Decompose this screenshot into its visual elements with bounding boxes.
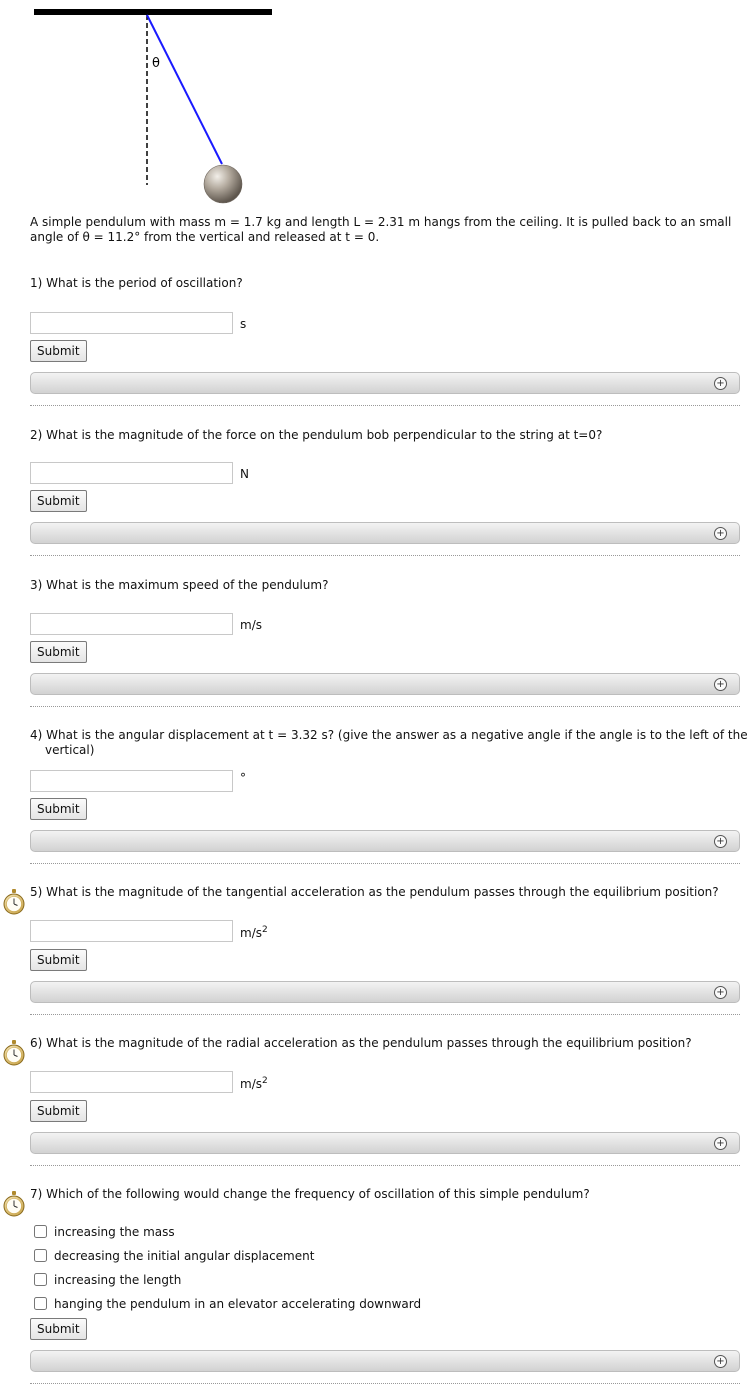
theta-label: θ xyxy=(152,56,160,71)
question-6-unit xyxy=(240,1076,268,1091)
question-2-answer-input[interactable] xyxy=(30,462,233,484)
pendulum-diagram xyxy=(0,0,300,210)
question-4-unit: ° xyxy=(240,771,246,785)
separator xyxy=(30,555,740,556)
question-3-answer-input[interactable] xyxy=(30,613,233,635)
expand-icon[interactable]: + xyxy=(714,835,727,848)
separator xyxy=(30,405,740,406)
question-3-submit-button[interactable]: Submit xyxy=(30,641,87,663)
question-2-submit-button[interactable]: Submit xyxy=(30,490,87,512)
question-1-hint-bar[interactable] xyxy=(30,372,740,394)
choice-1-label: increasing the mass xyxy=(54,1225,175,1239)
choice-4-label: hanging the pendulum in an elevator accelerating downward xyxy=(54,1297,422,1311)
expand-icon[interactable]: + xyxy=(714,527,727,540)
question-4-text: 4) What is the angular displacement at t = 3.32 s? (give the answer as a negative angle if the angle is to the left of the vertical) xyxy=(30,728,748,757)
question-6-submit-button[interactable]: Submit xyxy=(30,1100,87,1122)
choice-2-label: decreasing the initial angular displacement xyxy=(54,1249,315,1263)
question-2-unit: N xyxy=(240,467,249,481)
unit-base: m/s xyxy=(240,926,262,940)
question-1-answer-input[interactable] xyxy=(30,312,233,334)
question-2-text: 2) What is the magnitude of the force on the pendulum bob perpendicular to the string at t=0? xyxy=(30,428,603,442)
question-1-text: 1) What is the period of oscillation? xyxy=(30,276,243,290)
question-1-submit-button[interactable]: Submit xyxy=(30,340,87,362)
pendulum-bob xyxy=(204,165,242,203)
pendulum-string xyxy=(147,15,222,164)
question-6-answer-input[interactable] xyxy=(30,1071,233,1093)
question-7-text: 7) Which of the following would change the frequency of oscillation of this simple pendulum? xyxy=(30,1187,590,1201)
choice-4-checkbox[interactable] xyxy=(34,1297,47,1310)
stopwatch-icon xyxy=(3,1191,25,1217)
question-3-hint-bar[interactable] xyxy=(30,673,740,695)
question-5-text: 5) What is the magnitude of the tangential acceleration as the pendulum passes through the equilibrium position? xyxy=(30,885,719,899)
question-5-hint-bar[interactable] xyxy=(30,981,740,1003)
question-6-hint-bar[interactable] xyxy=(30,1132,740,1154)
stopwatch-icon xyxy=(3,889,25,915)
question-5-unit xyxy=(240,925,268,940)
choice-3-checkbox[interactable] xyxy=(34,1273,47,1286)
separator xyxy=(30,706,740,707)
ceiling xyxy=(34,9,272,15)
question-5-answer-input[interactable] xyxy=(30,920,233,942)
expand-icon[interactable]: + xyxy=(714,986,727,999)
expand-icon[interactable]: + xyxy=(714,377,727,390)
unit-base: m/s xyxy=(240,1077,262,1091)
expand-icon[interactable]: + xyxy=(714,1355,727,1368)
unit-exponent: 2 xyxy=(261,1076,268,1086)
choice-3-label: increasing the length xyxy=(54,1273,182,1287)
question-6-text: 6) What is the magnitude of the radial acceleration as the pendulum passes through the equilibrium position? xyxy=(30,1036,692,1050)
choice-2-checkbox[interactable] xyxy=(34,1249,47,1262)
expand-icon[interactable]: + xyxy=(714,1137,727,1150)
separator xyxy=(30,863,740,864)
separator xyxy=(30,1165,740,1166)
question-1-unit: s xyxy=(240,317,247,331)
question-7-hint-bar[interactable] xyxy=(30,1350,740,1372)
separator xyxy=(30,1014,740,1015)
question-3-text: 3) What is the maximum speed of the pendulum? xyxy=(30,578,329,592)
question-4-submit-button[interactable]: Submit xyxy=(30,798,87,820)
expand-icon[interactable]: + xyxy=(714,678,727,691)
stopwatch-icon xyxy=(3,1040,25,1066)
question-2-hint-bar[interactable] xyxy=(30,522,740,544)
question-4-answer-input[interactable] xyxy=(30,770,233,792)
question-3-unit: m/s xyxy=(240,618,262,632)
question-4-hint-bar[interactable] xyxy=(30,830,740,852)
separator xyxy=(30,1383,740,1384)
question-5-submit-button[interactable]: Submit xyxy=(30,949,87,971)
unit-exponent: 2 xyxy=(261,925,268,935)
question-7-submit-button[interactable]: Submit xyxy=(30,1318,87,1340)
problem-statement: A simple pendulum with mass m = 1.7 kg and length L = 2.31 m hangs from the ceiling. It is pulled back to an small angle of θ = 11.2° from the vertical and released at t = 0. xyxy=(30,215,732,244)
choice-1-checkbox[interactable] xyxy=(34,1225,47,1238)
